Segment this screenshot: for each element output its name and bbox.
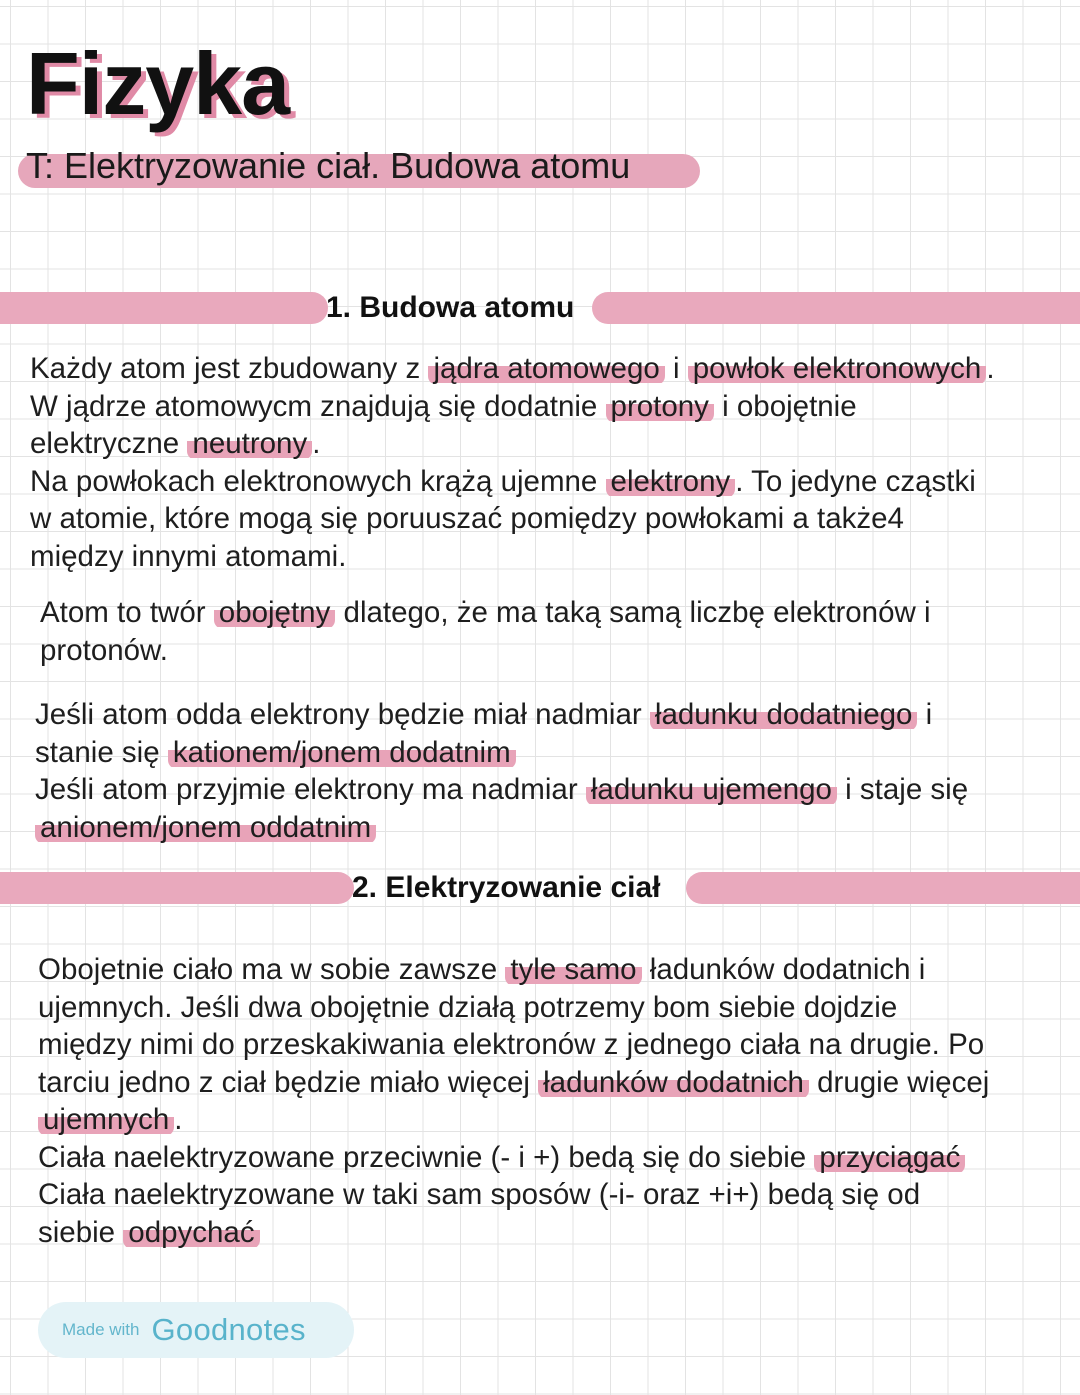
text-line: Ciała naelektryzowane przeciwnie (- i +) bedą się do siebie przyciągać xyxy=(38,1139,989,1177)
text-line: między innymi atomami. xyxy=(30,539,347,573)
highlight: ładunku dodatniego xyxy=(650,698,918,731)
section-1-paragraph-2 xyxy=(40,594,931,669)
highlight: ujemnych xyxy=(38,1103,174,1136)
highlight: tyle samo xyxy=(505,953,641,986)
text-line: tarciu jedno z ciał będzie miało więcej ładunków dodatnich drugie więcej xyxy=(38,1065,990,1099)
text-line xyxy=(35,809,968,847)
highlight: odpychać xyxy=(123,1216,259,1249)
section-2-bar-right xyxy=(686,872,1080,904)
text-line: Jeśli atom odda elektrony będzie miał nadmiar ładunku dodatniego i xyxy=(35,698,933,731)
text-line: Atom to twór obojętny dlatego, że ma taką samą liczbę elektronów i xyxy=(40,596,931,629)
text-line: ujemnych. Jeśli dwa obojętnie działą potrzemy bom siebie dojdzie xyxy=(38,990,898,1024)
text-line: Na powłokach elektronowych krążą ujemne elektrony . To jedyne cząstki xyxy=(30,464,976,498)
section-2-bar-left xyxy=(0,872,354,904)
highlight: powłok elektronowych xyxy=(688,352,987,385)
section-1-bar-left xyxy=(0,292,328,324)
highlight: kationem/jonem dodatnim xyxy=(168,736,516,769)
text-line: Każdy atom jest zbudowany z jądra atomowego i powłok elektronowych . xyxy=(30,352,995,385)
page-subtitle: T: Elektryzowanie ciał. Budowa atomu xyxy=(26,145,631,186)
text-line: W jądrze atomowycm znajdują się dodatnie protony i obojętnie xyxy=(30,389,857,423)
section-2-paragraph-1 xyxy=(38,951,989,1251)
goodnotes-logo: Goodnotes xyxy=(151,1312,306,1347)
goodnotes-badge xyxy=(38,1302,354,1358)
text-line: elektryczne neutrony . xyxy=(30,427,321,460)
highlight: protony xyxy=(606,390,714,423)
highlight: anionem/jonem oddatnim xyxy=(35,811,376,844)
page-title: Fizyka xyxy=(26,34,290,133)
text-line: siebie odpychać xyxy=(38,1214,989,1252)
text-line: ujemnych . xyxy=(38,1101,989,1139)
highlight: przyciągać xyxy=(814,1141,965,1174)
section-1-paragraph-3 xyxy=(35,696,968,846)
text-line: protonów. xyxy=(40,633,168,667)
text-line: Jeśli atom przyjmie elektrony ma nadmiar ładunku ujemengo i staje się xyxy=(35,773,969,806)
highlight: obojętny xyxy=(214,596,336,629)
text-line: między nimi do przeskakiwania elektronów z jednego ciała na drugie. Po xyxy=(38,1028,985,1061)
section-2-heading: 2. Elektryzowanie ciał xyxy=(352,871,661,904)
highlight: elektrony xyxy=(606,465,736,498)
highlight: ładunku ujemengo xyxy=(586,773,837,806)
highlight: ładunków dodatnich xyxy=(538,1066,809,1099)
text-line: Obojetnie ciało ma w sobie zawsze tyle samo ładunków dodatnich i xyxy=(38,953,926,986)
section-1-heading: 1. Budowa atomu xyxy=(326,291,575,324)
text-line: Ciała naelektryzowane w taki sam sposów (-i- oraz +i+) bedą się od xyxy=(38,1178,921,1211)
text-line: stanie się kationem/jonem dodatnim xyxy=(35,734,968,772)
section-1-paragraph-1 xyxy=(30,350,995,575)
highlight: neutrony xyxy=(187,427,312,460)
section-1-bar-right xyxy=(592,292,1080,324)
made-with-label: Made with xyxy=(62,1320,140,1339)
highlight: jądra atomowego xyxy=(428,352,664,385)
text-line: w atomie, które mogą się poruuszać pomiędzy powłokami a także4 xyxy=(30,502,904,535)
